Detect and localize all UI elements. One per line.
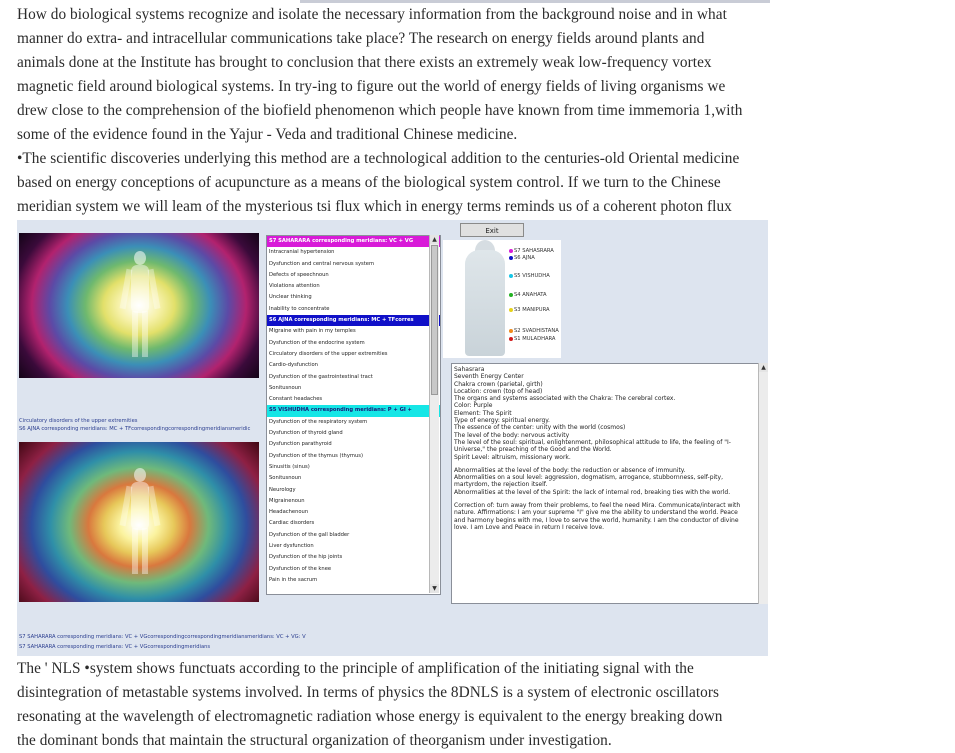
chakra-dot-icon	[509, 274, 513, 278]
list-item[interactable]: Dysfunction of the hip joints	[269, 554, 343, 561]
description-line: Correction of: turn away from their problems, to feel the need Mira. Communicate/interact with	[454, 502, 741, 510]
list-section-header[interactable]: S5 VISHUDHA corresponding meridians: P + GI +	[267, 405, 440, 416]
text-line: meridian system we will leam of the mysterious tsi flux which in energy terms reminds us of a coherent photon flux	[17, 198, 732, 215]
description-line: martyrdom, the rejection itself.	[454, 481, 548, 489]
intro-paragraph	[17, 3, 769, 219]
list-item[interactable]: Dysfunction and central nervous system	[269, 260, 375, 267]
scroll-down-icon[interactable]: ▼	[430, 584, 439, 593]
human-silhouette	[123, 251, 157, 361]
chakra-dot-icon	[509, 329, 513, 333]
description-line: Seventh Energy Center	[454, 373, 524, 381]
software-screenshot	[17, 220, 768, 656]
text-line: animals done at the Institute has brought to conclusion that there exists an extremely weak low-frequency vortex	[17, 54, 712, 71]
text-line: magnetic field around biological systems. In try-ing to figure out the world of energy fields of living organisms we	[17, 78, 726, 95]
list-item[interactable]: Liver dysfunction	[269, 543, 314, 550]
chakra-name: S2 SVADHISTANA	[514, 328, 559, 334]
list-section-header[interactable]: S6 AJNA corresponding meridians: MC + TFcorres	[267, 315, 440, 326]
list-item[interactable]: Defects of speechnoun	[269, 271, 329, 278]
chakra-dot-icon	[509, 293, 513, 297]
text-line: How do biological systems recognize and isolate the necessary information from the background noise and in what	[17, 6, 727, 23]
chakra-dot-icon	[509, 249, 513, 253]
list-item[interactable]: Constant headaches	[269, 396, 323, 403]
description-line: The level of the soul: spiritual, enlightenment, philosophical attitude to life, the feeling of "I-	[454, 438, 731, 446]
chakra-description	[451, 363, 761, 604]
description-line: Sahasrara	[454, 366, 485, 373]
list-scrollbar[interactable]	[429, 235, 439, 593]
list-item[interactable]: Cardio-dysfunction	[269, 362, 318, 369]
description-line: Location: crown (top of head)	[454, 387, 543, 395]
symptom-list[interactable]	[266, 235, 441, 595]
scroll-thumb[interactable]	[431, 245, 438, 395]
list-section-header[interactable]: S7 SAHARARA corresponding meridians: VC + VG	[267, 236, 440, 247]
exit-button[interactable]: Exit	[460, 223, 524, 237]
status-line: S7 SAHARARA corresponding meridians: VC + VGcorrespondingmeridians	[19, 644, 211, 650]
description-line: Element: The Spirit	[454, 409, 512, 417]
text-line: drew close to the comprehension of the biofield phenomenon which people have known from time immemoria 1,with	[17, 102, 743, 119]
scroll-up-icon[interactable]: ▲	[759, 363, 768, 372]
text-line: •The scientific discoveries underlying this method are a technological addition to the centuries-old Oriental medicine	[17, 150, 740, 167]
status-line: S7 SAHARARA corresponding meridians: VC + VGcorrespondingcorrespondingmeridiansmeridians: VC + VG: V	[19, 634, 306, 640]
chakra-dot-icon	[509, 337, 513, 341]
chakra-label	[509, 292, 547, 298]
list-item[interactable]: Circulatory disorders of the upper extremities	[269, 350, 388, 357]
description-line: The level of the body: nervous activity	[454, 431, 570, 439]
scroll-up-icon[interactable]: ▲	[430, 235, 439, 244]
description-line: love. I am Love and Peace in return I receive love.	[454, 523, 605, 531]
text-line: resonating at the wavelength of electromagnetic radiation whose energy is equivalent to the energy breaking down	[17, 708, 723, 725]
list-item[interactable]: Intracranial hypertension	[269, 249, 335, 256]
chakra-label	[509, 273, 550, 279]
list-item[interactable]: Dysfunction of the gastrointestinal tract	[269, 373, 373, 380]
description-line: Abnormalities on a soul level: aggression, dogmatism, arrogance, stubbornness, self-pity,	[454, 474, 723, 482]
description-scrollbar[interactable]	[758, 363, 768, 604]
description-line: Abnormalities at the level of the Spirit: the lack of internal rod, breaking ties with the world.	[454, 488, 731, 496]
chakra-label	[509, 307, 550, 313]
text-line: the dominant bonds that maintain the structural organization of theorganism under investigation.	[17, 732, 612, 749]
list-item[interactable]: Violations attention	[269, 283, 320, 290]
description-line: Abnormalities at the level of the body: the reduction or absence of immunity.	[454, 466, 686, 474]
list-item[interactable]: Inability to concentrate	[269, 305, 330, 312]
list-item[interactable]: Dysfunction parathyroid	[269, 441, 332, 448]
chakra-dot-icon	[509, 256, 513, 260]
chakra-name: S3 MANIPURA	[514, 307, 550, 313]
chakra-name: S6 AJNA	[514, 255, 535, 261]
list-item[interactable]: Sinusitis (sinus)	[269, 463, 310, 470]
description-line: Color: Purple	[454, 402, 493, 410]
list-item[interactable]: Dysfunction of the endocrine system	[269, 339, 365, 346]
text-line: based on energy conceptions of acupuncture as a means of the biological system control. If we turn to the Chinese	[17, 174, 721, 191]
aura-image-bottom	[19, 442, 259, 602]
chakra-name: S5 VISHUDHA	[514, 273, 550, 279]
aura-image-top	[19, 233, 259, 378]
nls-paragraph	[17, 657, 769, 753]
list-item[interactable]: Cardiac disorders	[269, 520, 315, 527]
list-item[interactable]: Migraine with pain in my temples	[269, 328, 356, 335]
description-line: Spirit Level: altruism, missionary work.	[454, 453, 571, 461]
list-item[interactable]: Pain in the sacrum	[269, 576, 318, 583]
description-line: Universe," the preaching of the Good and the World.	[454, 446, 612, 454]
list-item[interactable]: Sonitusnoun	[269, 475, 302, 482]
chakra-dot-icon	[509, 308, 513, 312]
description-line: The organs and systems associated with the Chakra: The cerebral cortex.	[454, 395, 676, 403]
chakra-label	[509, 248, 554, 254]
chakra-label	[509, 255, 535, 261]
chakra-label	[509, 336, 555, 342]
text-line: manner do extra- and intracellular communications take place? The research on energy fields around plants and	[17, 30, 705, 47]
chakra-name: S1 MULADHARA	[514, 336, 556, 342]
description-line: and harmony begins with me, I love to serve the world, humanity. I am the conductor of divine	[454, 516, 739, 524]
human-silhouette	[123, 468, 157, 578]
chakra-label	[509, 328, 559, 334]
list-item[interactable]: Dysfunction of thyroid gland	[269, 430, 343, 437]
chakra-name: S4 ANAHATA	[514, 292, 547, 298]
description-line: nature. Affirmations: I am your supreme "I" give me the ability to understand the world. Peace	[454, 509, 738, 517]
list-item[interactable]: Dysfunction of the thymus (thymus)	[269, 452, 363, 459]
list-item[interactable]: Migrainenoun	[269, 497, 305, 504]
text-line: The ' NLS •system shows functuats according to the principle of amplification of the initiating signal with the	[17, 660, 694, 677]
list-item[interactable]: Unclear thinking	[269, 294, 312, 301]
list-item[interactable]: Dysfunction of the gall bladder	[269, 531, 350, 538]
chakra-name: S7 SAHASRARA	[514, 248, 554, 254]
description-line: Chakra crown (parietal, girth)	[454, 380, 543, 388]
list-item[interactable]: Neurology	[269, 486, 296, 493]
text-line: disintegration of metastable systems involved. In terms of physics the 8DNLS is a system of electronic oscillators	[17, 684, 719, 701]
description-line: The essence of the center: unity with the world (cosmos)	[454, 424, 626, 432]
caption-text: S6 AJNA corresponding meridians: MC + TFcorrespondingcorrespondingmeridiansmeridic	[19, 426, 251, 432]
text-line: some of the evidence found in the Yajur - Veda and traditional Chinese medicine.	[17, 126, 518, 143]
list-item[interactable]: Dysfunction of the respiratory system	[269, 418, 368, 425]
chakra-body-chart	[443, 240, 561, 358]
caption-text: Circulatory disorders of the upper extremities	[19, 418, 138, 424]
list-item[interactable]: Dysfunction of the knee	[269, 565, 332, 572]
description-line: Type of energy: spiritual energy.	[454, 417, 550, 425]
list-item[interactable]: Sonitusnoun	[269, 384, 302, 391]
list-item[interactable]: Headachenoun	[269, 509, 309, 516]
